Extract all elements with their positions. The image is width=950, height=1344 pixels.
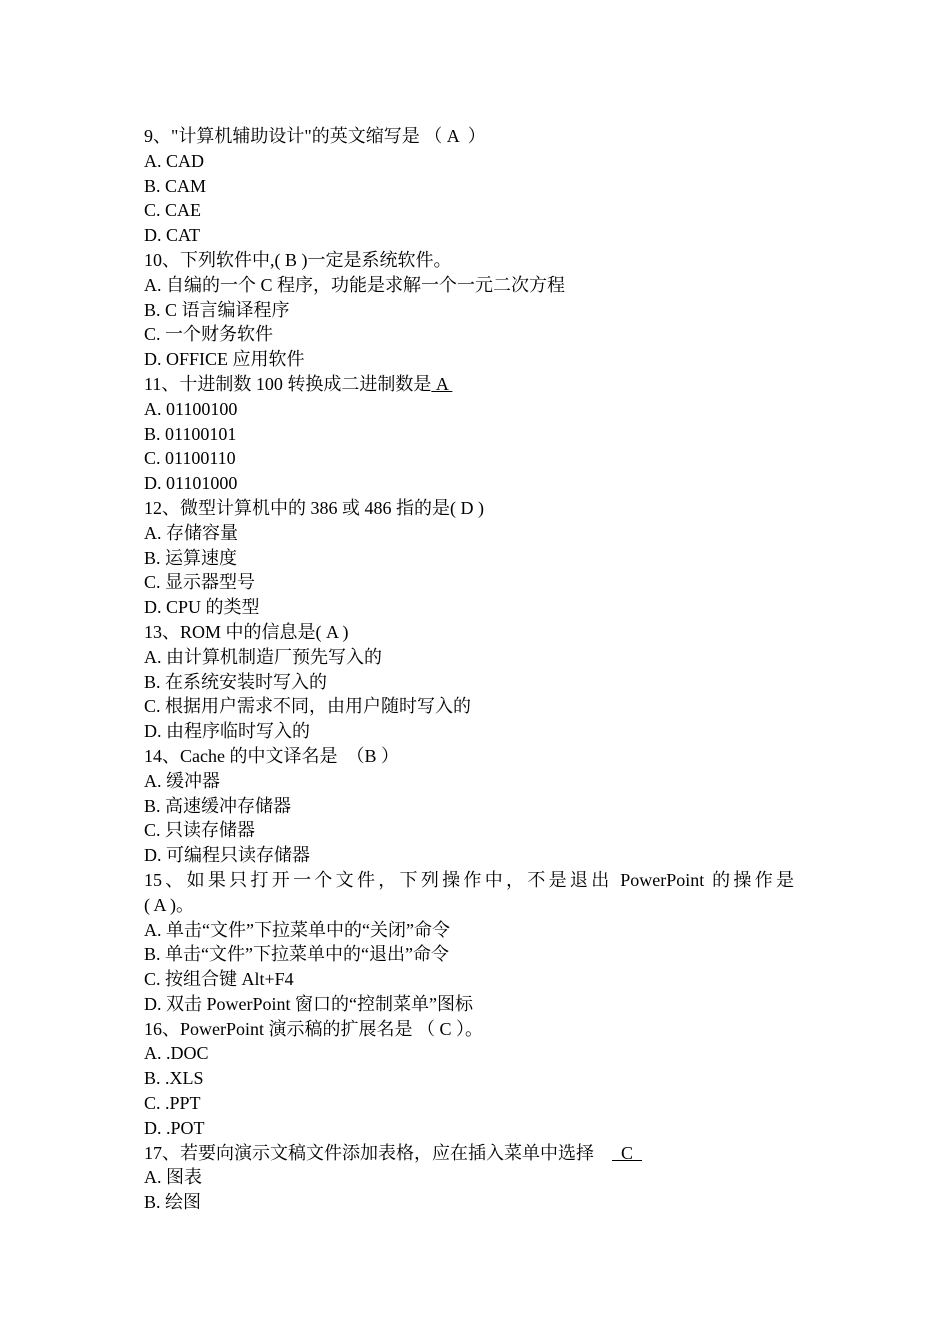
line-text: D. .POT — [144, 1117, 205, 1138]
line-text: D. 由程序临时写入的 — [144, 721, 310, 742]
document-line — [144, 174, 794, 199]
answer-blank: A — [431, 373, 453, 394]
document-line — [144, 967, 794, 992]
document-line — [144, 124, 794, 149]
line-text: C. 按组合键 Alt+F4 — [144, 969, 294, 990]
line-text: C. 显示器型号 — [144, 572, 256, 593]
line-text: 9、"计算机辅助设计"的英文缩写是 （ A ） — [144, 126, 486, 146]
line-text: B. 绘图 — [144, 1192, 202, 1213]
document-line — [144, 570, 794, 595]
document-line — [144, 719, 794, 744]
line-text: B. 单击“文件”下拉菜单中的“退出”命令 — [144, 944, 449, 965]
document-line — [144, 918, 794, 943]
document-line — [144, 496, 794, 521]
document-line — [144, 1091, 794, 1116]
line-text: A. 图表 — [144, 1167, 202, 1188]
line-text: 10、下列软件中,( B )一定是系统软件。 — [144, 249, 452, 270]
line-text: C. .PPT — [144, 1093, 201, 1114]
line-text: A. 01100100 — [144, 398, 238, 419]
line-text: A. 缓冲器 — [144, 770, 220, 791]
document-line — [144, 595, 794, 620]
line-text: A. 由计算机制造厂预先写入的 — [144, 646, 382, 667]
document-line — [144, 298, 794, 323]
line-text: A. 存储容量 — [144, 522, 238, 543]
document-line — [144, 992, 794, 1017]
line-text: 13、ROM 中的信息是( A ) — [144, 621, 349, 642]
document-line — [144, 372, 794, 397]
document-line — [144, 942, 794, 967]
document-line — [144, 198, 794, 223]
line-text: C. 根据用户需求不同，由用户随时写入的 — [144, 696, 472, 717]
document-line — [144, 893, 794, 918]
document-line — [144, 1041, 794, 1066]
document-line — [144, 149, 794, 174]
line-text: D. 可编程只读存储器 — [144, 845, 310, 866]
document-line — [144, 322, 794, 347]
line-text: 15、如果只打开一个文件，下列操作中，不是退出 PowerPoint 的操作是 — [144, 869, 794, 890]
line-text: 12、微型计算机中的 386 或 486 指的是( D ) — [144, 497, 484, 518]
line-text: B. 运算速度 — [144, 547, 238, 568]
question-list — [144, 124, 794, 1215]
line-text: A. .DOC — [144, 1043, 209, 1064]
document-line — [144, 794, 794, 819]
line-text: B. 高速缓冲存储器 — [144, 795, 292, 816]
line-text: B. C 语言编译程序 — [144, 299, 290, 320]
document-line — [144, 422, 794, 447]
document-line — [144, 223, 794, 248]
line-text: D. OFFICE 应用软件 — [144, 349, 305, 370]
document-line — [144, 670, 794, 695]
document-line — [144, 818, 794, 843]
line-text: 17、若要向演示文稿文件添加表格，应在插入菜单中选择 — [144, 1142, 612, 1163]
document-line — [144, 1116, 794, 1141]
document-line — [144, 347, 794, 372]
document-line — [144, 1141, 794, 1166]
line-text: D. 01101000 — [144, 473, 238, 494]
document-line — [144, 446, 794, 471]
document-line — [144, 843, 794, 868]
document-line — [144, 521, 794, 546]
document-line — [144, 1017, 794, 1042]
line-text: D. CPU 的类型 — [144, 597, 260, 618]
line-text: C. 01100110 — [144, 448, 236, 469]
line-text: B. CAM — [144, 175, 207, 196]
document-line — [144, 1066, 794, 1091]
line-text: C. 一个财务软件 — [144, 324, 274, 345]
document-line — [144, 248, 794, 273]
line-text: A. 自编的一个 C 程序，功能是求解一个一元二次方程 — [144, 274, 566, 295]
line-text: C. 只读存储器 — [144, 820, 256, 841]
document-line — [144, 273, 794, 298]
document-line — [144, 546, 794, 571]
document-line — [144, 620, 794, 645]
line-text: 14、Cache 的中文译名是 （B ） — [144, 745, 399, 766]
line-text: B. .XLS — [144, 1068, 204, 1089]
line-text: B. 在系统安装时写入的 — [144, 671, 328, 692]
line-text: D. 双击 PowerPoint 窗口的“控制菜单”图标 — [144, 993, 473, 1014]
line-text: ( A )。 — [144, 894, 195, 915]
line-text: A. 单击“文件”下拉菜单中的“关闭”命令 — [144, 919, 450, 940]
document-line — [144, 769, 794, 794]
document-line — [144, 645, 794, 670]
line-text: B. 01100101 — [144, 423, 237, 444]
document-line — [144, 744, 794, 769]
document-line — [144, 471, 794, 496]
line-text: 11、十进制数 100 转换成二进制数是 — [144, 373, 432, 394]
document-line — [144, 1165, 794, 1190]
document-line — [144, 1190, 794, 1215]
document-line — [144, 694, 794, 719]
line-text: C. CAE — [144, 200, 202, 221]
line-text: A. CAD — [144, 150, 205, 171]
line-text: 16、PowerPoint 演示稿的扩展名是 （ C ）。 — [144, 1018, 484, 1039]
line-text: D. CAT — [144, 225, 201, 246]
document-line — [144, 397, 794, 422]
document-line — [144, 868, 794, 893]
answer-blank: C — [612, 1142, 643, 1163]
